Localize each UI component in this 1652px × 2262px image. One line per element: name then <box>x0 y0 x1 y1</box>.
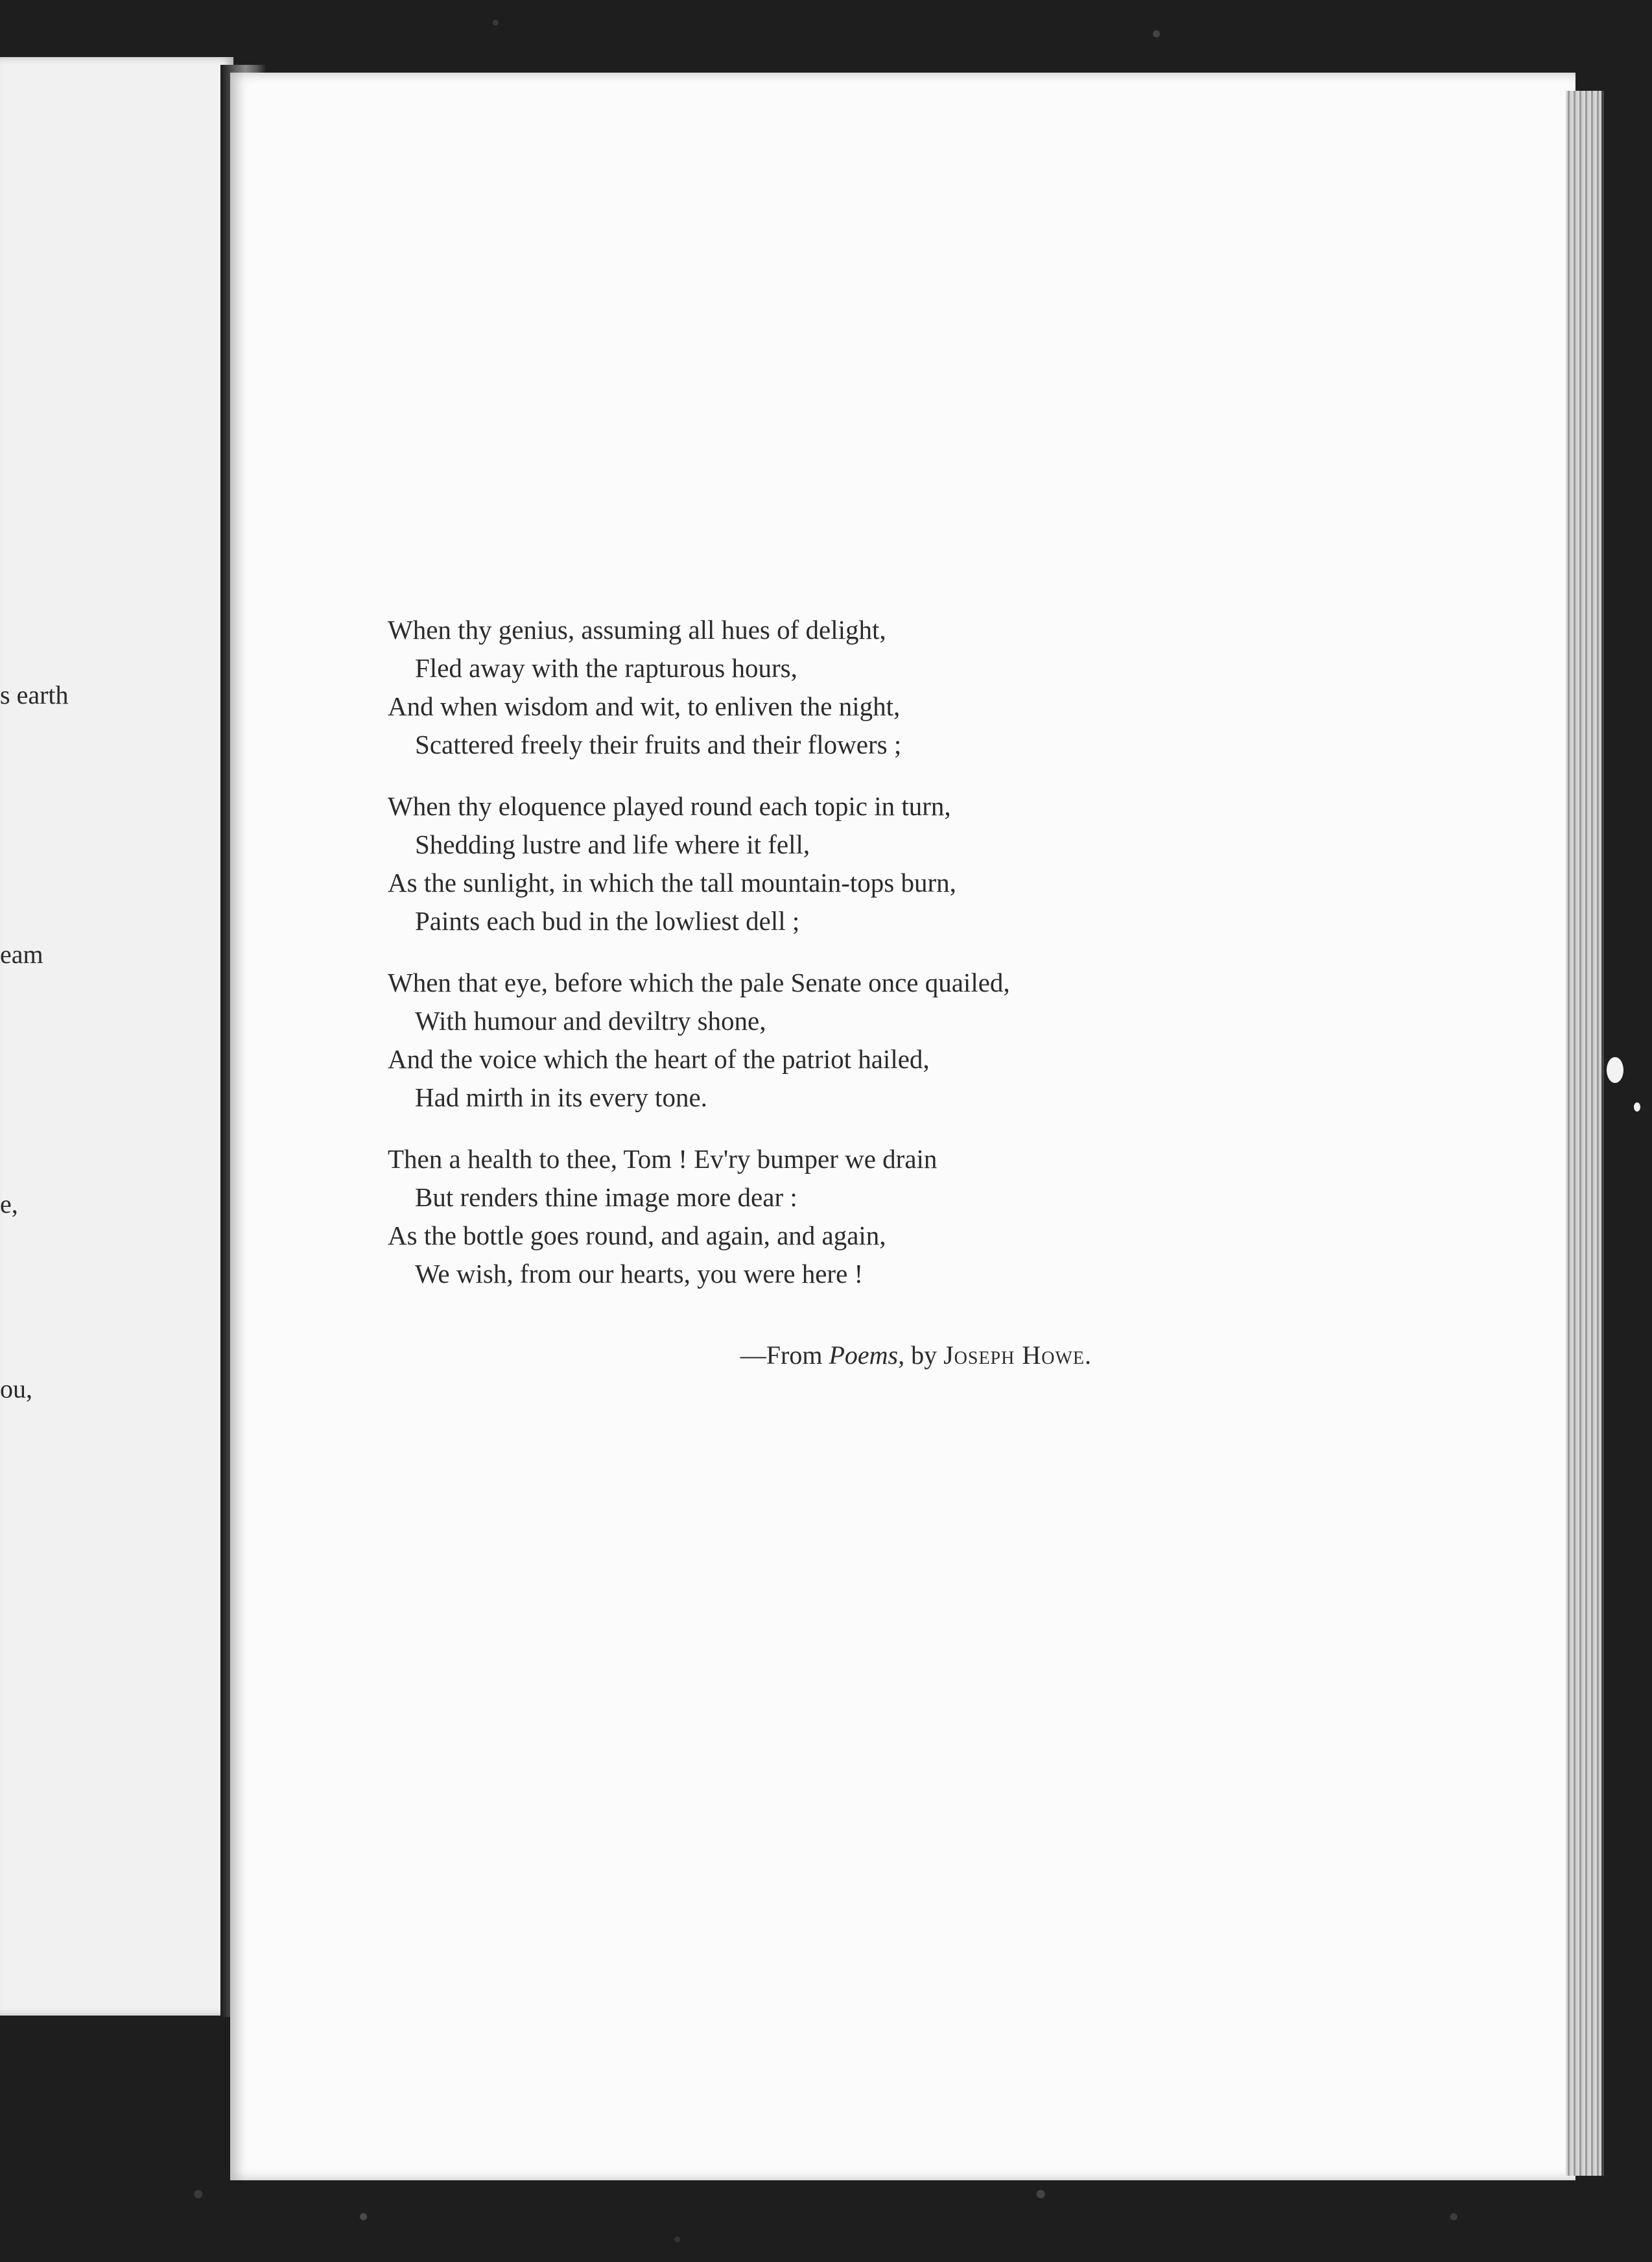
poem-line: When that eye, before which the pale Senate once quailed, <box>388 968 1010 997</box>
left-page-fragment: e, <box>0 1189 18 1219</box>
poem <box>388 611 1198 1370</box>
left-page-fragment: ou, <box>0 1374 32 1403</box>
attribution-by: by <box>911 1340 938 1370</box>
poem-line: With humour and deviltry shone, <box>415 1006 766 1036</box>
poem-line: When thy eloquence played round each topic in turn, <box>388 791 951 821</box>
poem-line: When thy genius, assuming all hues of delight, <box>388 615 886 645</box>
poem-line: Paints each bud in the lowliest dell ; <box>415 906 800 936</box>
poem-line: Then a health to thee, Tom ! Ev'ry bumper we drain <box>388 1144 938 1174</box>
attribution-author: Joseph Howe. <box>943 1340 1092 1370</box>
poem-line: We wish, from our hearts, you were here ! <box>415 1259 864 1289</box>
poem-line: Shedding lustre and life where it fell, <box>415 829 810 859</box>
page-edge <box>1566 91 1604 2176</box>
left-page-fragment: s earth <box>0 680 69 709</box>
poem-line: As the sunlight, in which the tall mountain-tops burn, <box>388 868 956 898</box>
poem-line: And when wisdom and wit, to enliven the night, <box>388 691 901 721</box>
left-page-fragment: eam <box>0 940 43 969</box>
poem-line: And the voice which the heart of the patriot hailed, <box>388 1044 930 1074</box>
poem-line: As the bottle goes round, and again, and again, <box>388 1220 886 1250</box>
poem-line: Had mirth in its every tone. <box>415 1082 707 1112</box>
stanza <box>388 964 1198 1117</box>
scan-speck <box>1607 1057 1623 1083</box>
poem-line: Fled away with the rapturous hours, <box>415 653 797 683</box>
left-page <box>0 57 233 2016</box>
stanza <box>388 611 1198 764</box>
attribution <box>388 1337 1092 1374</box>
attribution-prefix: —From <box>740 1340 823 1370</box>
stanza <box>388 787 1198 940</box>
stanza <box>388 1140 1198 1293</box>
scan-speck <box>1634 1102 1640 1112</box>
attribution-work-title: Poems, <box>829 1340 905 1370</box>
poem-line: But renders thine image more dear : <box>415 1182 797 1212</box>
poem-line: Scattered freely their fruits and their flowers ; <box>415 730 902 759</box>
